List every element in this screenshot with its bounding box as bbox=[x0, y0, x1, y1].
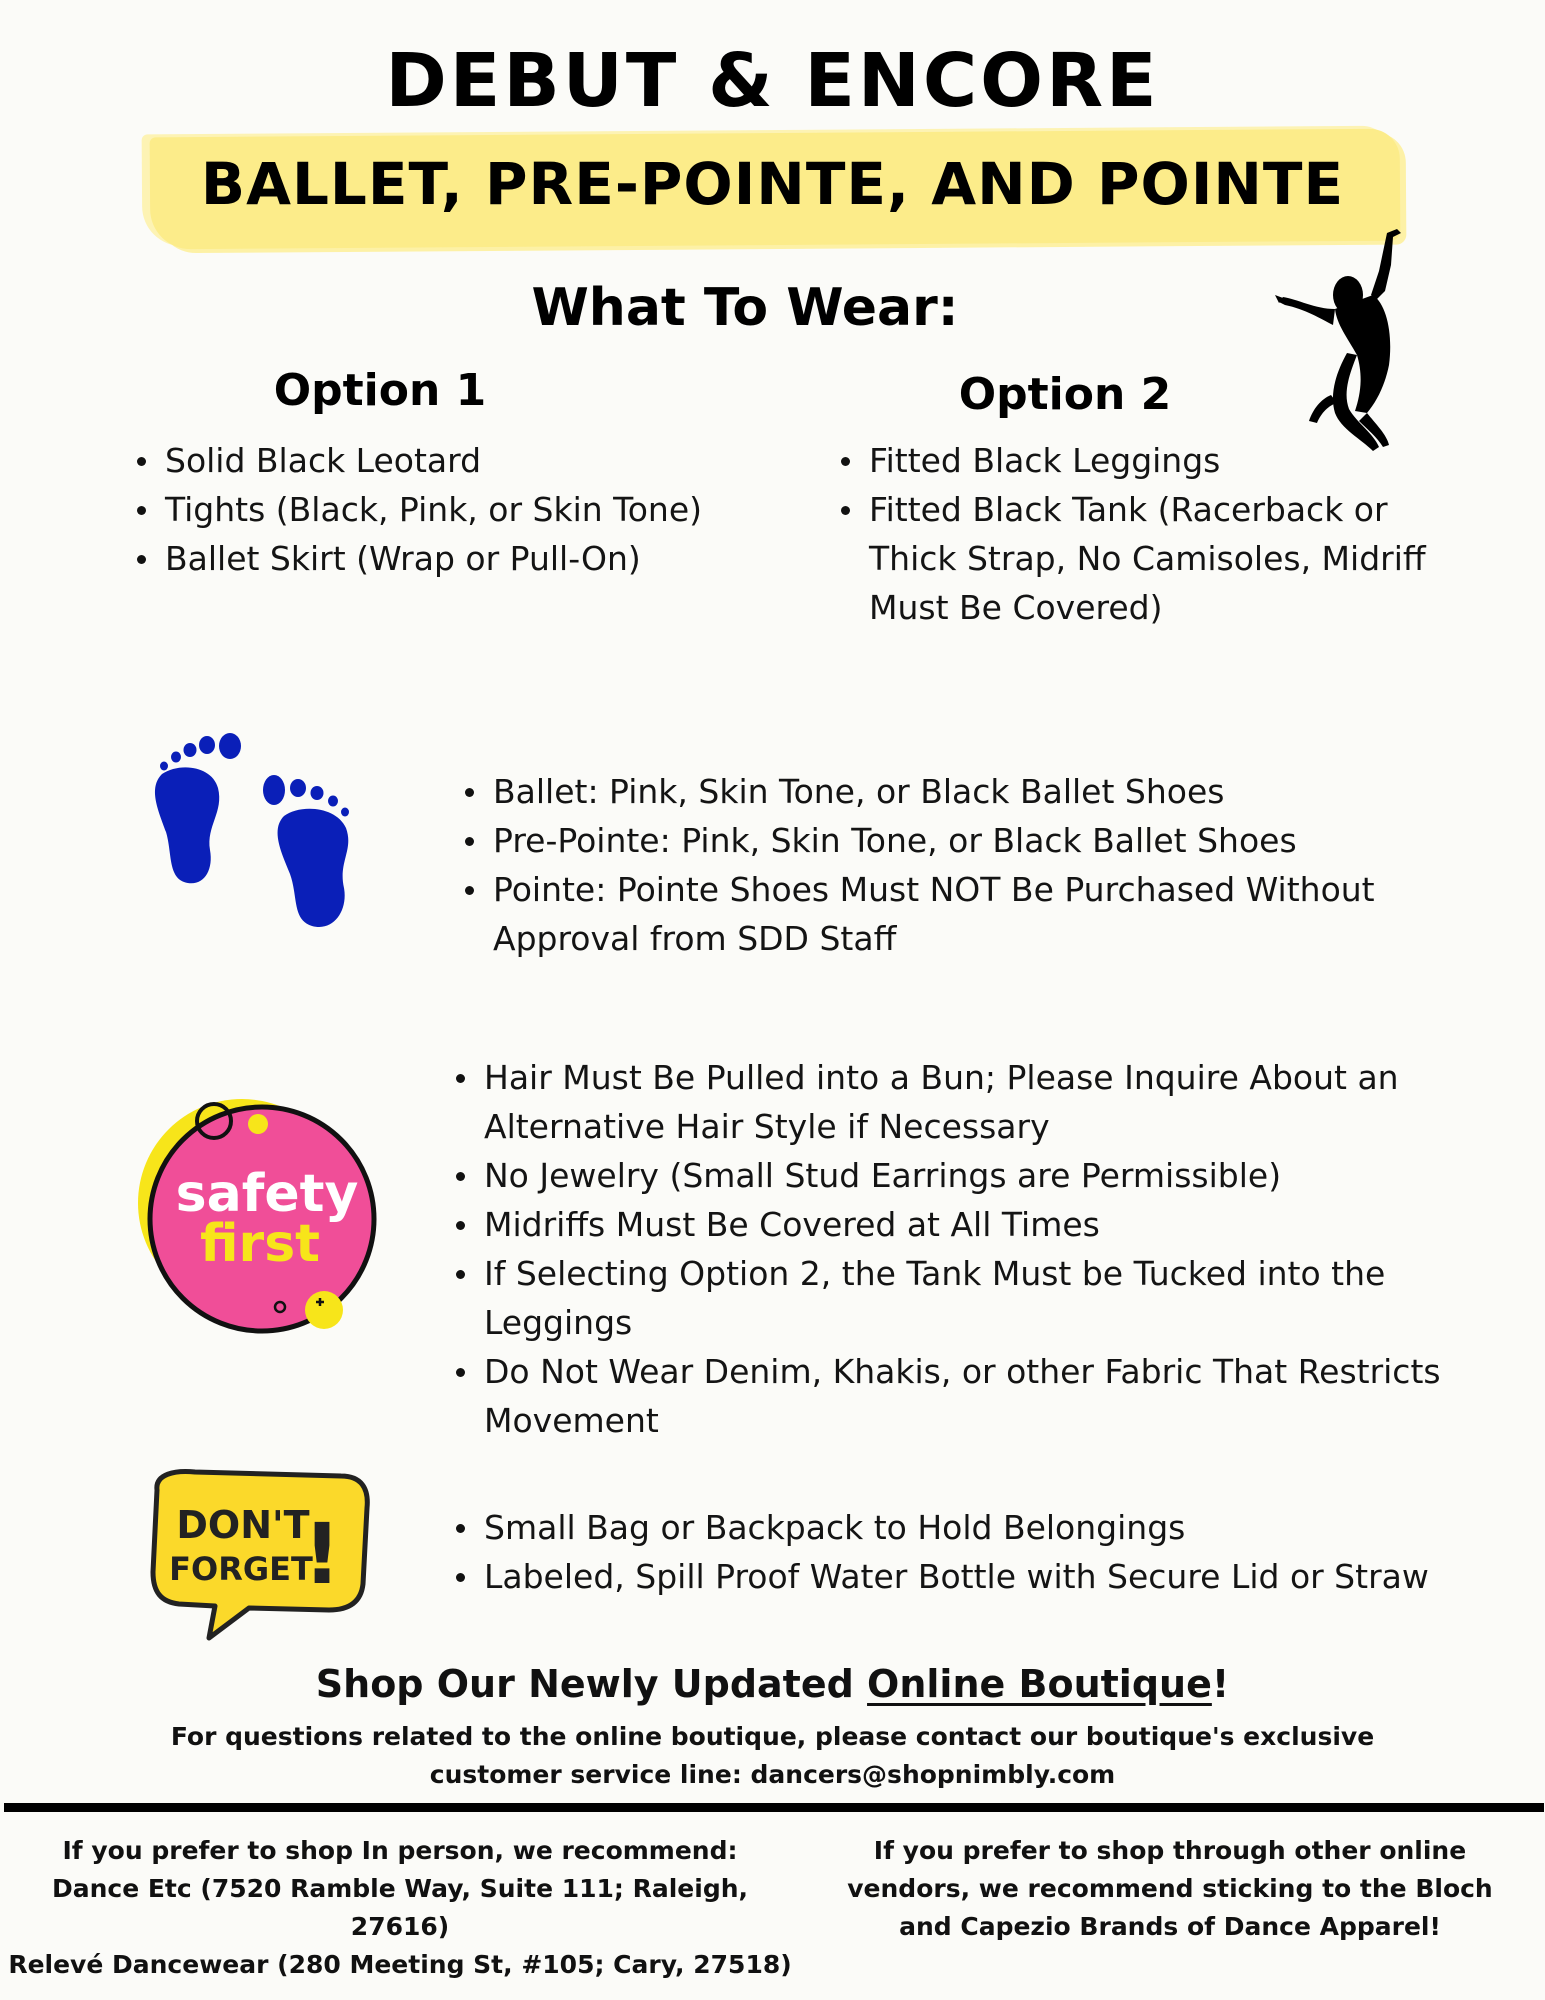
footer-line: If you prefer to shop In person, we recommend: bbox=[62, 1836, 738, 1865]
footer-line: If you prefer to shop through other online bbox=[873, 1836, 1467, 1865]
shoes-list bbox=[463, 767, 1483, 963]
safety-first-icon bbox=[130, 1085, 390, 1345]
list-item: Pointe: Pointe Shoes Must NOT Be Purchased Without Approval from SDD Staff bbox=[463, 865, 1483, 963]
safety-badge-line2: first bbox=[200, 1214, 320, 1274]
dontforget-badge-line2: FORGET bbox=[169, 1550, 313, 1588]
safety-list bbox=[454, 1053, 1504, 1445]
shop-suffix: ! bbox=[1211, 1662, 1230, 1706]
dancer-icon bbox=[1275, 225, 1450, 455]
dont-forget-list bbox=[454, 1503, 1514, 1601]
online-boutique-link[interactable]: Online Boutique bbox=[867, 1662, 1212, 1706]
option-1-heading: Option 1 bbox=[273, 365, 487, 416]
list-item: Solid Black Leotard bbox=[135, 436, 775, 485]
list-item: Small Bag or Backpack to Hold Belongings bbox=[454, 1503, 1514, 1552]
list-item: If Selecting Option 2, the Tank Must be Tucked into the Leggings bbox=[454, 1249, 1504, 1347]
shop-prefix: Shop Our Newly Updated bbox=[315, 1662, 868, 1706]
list-item: Hair Must Be Pulled into a Bun; Please Inquire About an Alternative Hair Style if Necessary bbox=[454, 1053, 1504, 1151]
divider bbox=[4, 1803, 1544, 1812]
option-1-list bbox=[135, 436, 775, 583]
footer-left bbox=[0, 1832, 800, 1984]
footer-line: and Capezio Brands of Dance Apparel! bbox=[899, 1912, 1441, 1941]
footer-line: Relevé Dancewear (280 Meeting St, #105; Cary, 27518) bbox=[8, 1950, 792, 1979]
footer-right bbox=[830, 1832, 1510, 1946]
list-item: Ballet Skirt (Wrap or Pull-On) bbox=[135, 534, 775, 583]
option-2-list bbox=[839, 436, 1459, 632]
option-2-heading: Option 2 bbox=[958, 369, 1172, 420]
list-item: Do Not Wear Denim, Khakis, or other Fabric That Restricts Movement bbox=[454, 1347, 1504, 1445]
shop-heading bbox=[0, 1662, 1545, 1706]
list-item: Labeled, Spill Proof Water Bottle with Secure Lid or Straw bbox=[454, 1552, 1514, 1601]
page-subtitle: BALLET, PRE-POINTE, AND POINTE bbox=[200, 150, 1345, 218]
dontforget-badge-mark: ! bbox=[302, 1505, 342, 1603]
footprints-icon bbox=[140, 732, 370, 932]
dontforget-badge-line1: DON'T bbox=[176, 1503, 310, 1547]
contact-line: For questions related to the online boutique, please contact our boutique's exclusive bbox=[170, 1722, 1375, 1751]
page-title: DEBUT & ENCORE bbox=[385, 38, 1160, 124]
list-item: No Jewelry (Small Stud Earrings are Permissible) bbox=[454, 1151, 1504, 1200]
list-item: Tights (Black, Pink, or Skin Tone) bbox=[135, 485, 775, 534]
list-item: Ballet: Pink, Skin Tone, or Black Ballet Shoes bbox=[463, 767, 1483, 816]
list-item: Midriffs Must Be Covered at All Times bbox=[454, 1200, 1504, 1249]
contact-line: customer service line: dancers@shopnimbly.com bbox=[429, 1760, 1116, 1789]
safety-badge-line1: safety bbox=[175, 1164, 359, 1224]
footer-line: vendors, we recommend sticking to the Bloch bbox=[847, 1874, 1493, 1903]
what-to-wear-heading: What To Wear: bbox=[531, 278, 959, 338]
list-item: Fitted Black Tank (Racerback or Thick Strap, No Camisoles, Midriff Must Be Covered) bbox=[839, 485, 1459, 632]
footer-line: Dance Etc (7520 Ramble Way, Suite 111; Raleigh, 27616) bbox=[51, 1874, 749, 1941]
list-item: Pre-Pointe: Pink, Skin Tone, or Black Ballet Shoes bbox=[463, 816, 1483, 865]
contact-info bbox=[150, 1718, 1395, 1794]
dont-forget-icon bbox=[145, 1468, 375, 1643]
list-item: Fitted Black Leggings bbox=[839, 436, 1459, 485]
